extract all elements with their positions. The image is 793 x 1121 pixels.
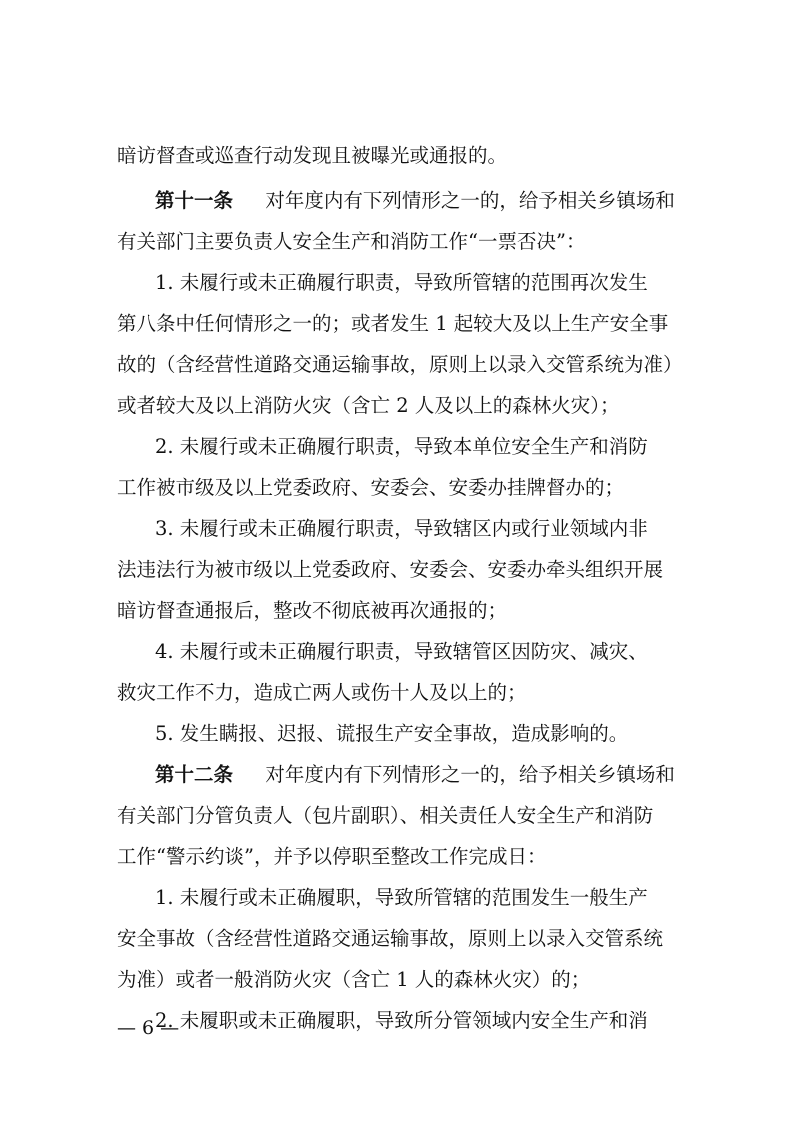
- paragraph-line-1: [117, 142, 507, 170]
- article-11-heading: 第十一条: [155, 189, 234, 212]
- paragraph-text: 救灾工作不力，造成亡两人或伤十人及以上的；: [117, 681, 527, 704]
- paragraph-line-14: [117, 679, 527, 707]
- article-12-heading: 第十二条: [155, 763, 234, 786]
- article-11-heading-line: [155, 187, 675, 215]
- paragraph-line-6: [117, 351, 683, 379]
- paragraph-text: 法违法行为被市级以上党委政府、安委会、安委办牵头组织开展: [117, 558, 664, 581]
- page-number: — 6 —: [117, 1017, 180, 1039]
- paragraph-line-9: [117, 474, 624, 502]
- paragraph-text: 为准）或者一般消防火灾（含亡 1 人的森林火灾）的；: [117, 968, 591, 991]
- paragraph-text: 有关部门主要负责人安全生产和消防工作“一票否决”：: [117, 230, 586, 253]
- paragraph-text: 或者较大及以上消防火灾（含亡 2 人及以上的森林火灾）；: [117, 394, 620, 417]
- list-item-11-5: [155, 720, 628, 748]
- article-12-heading-line: [155, 761, 675, 789]
- article-12-text: 对年度内有下列情形之一的，给予相关乡镇场和: [265, 763, 675, 786]
- paragraph-text: 暗访督查通报后，整改不彻底被再次通报的；: [117, 599, 508, 622]
- paragraph-line-12: [117, 597, 507, 625]
- paragraph-text: 3. 未履行或未正确履行职责，导致辖区内或行业领域内非: [155, 517, 648, 540]
- list-item-11-1: [155, 269, 648, 297]
- paragraph-line-5: [117, 310, 668, 338]
- article-11-text: 对年度内有下列情形之一的，给予相关乡镇场和: [265, 189, 675, 212]
- paragraph-text: 有关部门分管负责人（包片副职）、相关责任人安全生产和消防: [117, 804, 654, 827]
- list-item-12-1: [155, 884, 648, 912]
- paragraph-text: 2. 未履行或未正确履行职责，导致本单位安全生产和消防: [155, 435, 648, 458]
- paragraph-text: 5. 发生瞒报、迟报、谎报生产安全事故，造成影响的。: [155, 722, 629, 745]
- list-item-11-3: [155, 515, 648, 543]
- list-item-11-2: [155, 433, 648, 461]
- paragraph-text: 1. 未履行或未正确履职，导致所管辖的范围发生一般生产: [155, 886, 648, 909]
- paragraph-text: 故的（含经营性道路交通运输事故，原则上以录入交管系统为准）: [117, 353, 683, 376]
- paragraph-line-11: [117, 556, 663, 584]
- paragraph-text: 工作“警示约谈”，并予以停职至整改工作完成日：: [117, 845, 547, 868]
- paragraph-line-3: [117, 228, 585, 256]
- paragraph-text: 1. 未履行或未正确履行职责，导致所管辖的范围再次发生: [155, 271, 648, 294]
- paragraph-text: 安全事故（含经营性道路交通运输事故，原则上以录入交管系统: [117, 927, 664, 950]
- paragraph-line-17: [117, 802, 653, 830]
- list-item-12-2: [155, 1007, 648, 1035]
- paragraph-text: 暗访督查或巡查行动发现且被曝光或通报的。: [117, 144, 508, 167]
- paragraph-line-7: [117, 392, 620, 420]
- list-item-11-4: [155, 638, 648, 666]
- paragraph-text: 4. 未履行或未正确履行职责，导致辖管区因防灾、减灾、: [155, 640, 648, 663]
- paragraph-text: 第八条中任何情形之一的；或者发生 1 起较大及以上生产安全事: [117, 312, 669, 335]
- paragraph-text: 工作被市级及以上党委政府、安委会、安委办挂牌督办的；: [117, 476, 625, 499]
- paragraph-text: 2. 未履职或未正确履职，导致所分管领域内安全生产和消: [155, 1009, 648, 1032]
- paragraph-line-21: [117, 966, 590, 994]
- paragraph-line-20: [117, 925, 663, 953]
- paragraph-line-18: [117, 843, 546, 871]
